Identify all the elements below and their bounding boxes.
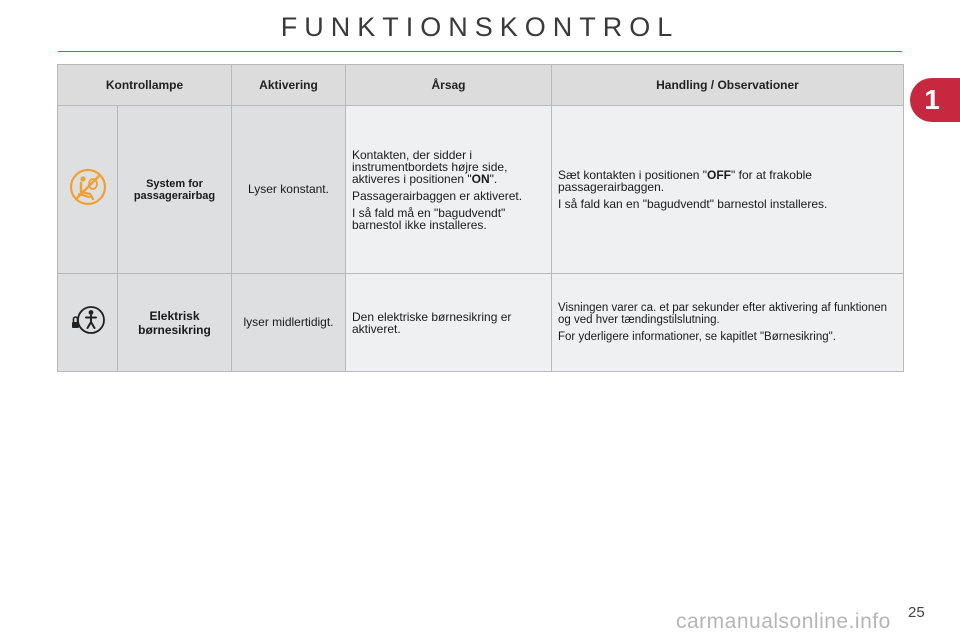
cause-cell <box>346 274 552 372</box>
cause-paragraph: Passagerairbaggen er aktiveret. <box>352 188 523 203</box>
action-cell <box>552 106 904 274</box>
action-paragraph: For yderligere informationer, se kapitlet "Børnesikring". <box>558 331 836 343</box>
header-kontrollampe: Kontrollampe <box>58 65 232 106</box>
passenger-airbag-off-icon <box>68 167 108 207</box>
table-row <box>58 106 904 274</box>
page-number: 25 <box>908 604 925 621</box>
header-handling: Handling / Observationer <box>552 65 904 106</box>
cause-text-end: ". <box>489 171 498 186</box>
page-title: FUNKTIONSKONTROL <box>280 12 680 42</box>
cause-paragraph <box>352 149 545 185</box>
chapter-tab[interactable] <box>910 78 960 122</box>
action-text: Sæt kontakten i positionen " <box>558 168 708 182</box>
activation-text: lyser midlertidigt. <box>232 274 346 372</box>
action-paragraph: Visningen varer ca. et par sekunder efter aktivering af funktionen og ved hver tændingstilslutning. <box>558 302 888 326</box>
child-lock-icon <box>68 300 108 340</box>
action-text-end: " for at frakoble passagerairbaggen. <box>558 168 812 194</box>
title-divider <box>58 51 902 52</box>
lamp-name: System for passagerairbag <box>118 106 232 274</box>
watermark: carmanualsonline.info <box>676 610 891 633</box>
action-paragraph: I så fald kan en "bagudvendt" barnestol installeres. <box>558 197 828 211</box>
cause-text: Kontakten, der sidder i instrumentbordets højre side, aktiveres i positionen " <box>352 147 508 186</box>
cause-paragraph: I så fald må en "bagudvendt" barnestol ikke installeres. <box>352 205 506 232</box>
table-header-row <box>58 65 904 106</box>
header-aktivering: Aktivering <box>232 65 346 106</box>
chapter-number: 1 <box>924 84 940 115</box>
cause-cell <box>346 106 552 274</box>
on-position-label: ON <box>471 171 490 186</box>
off-position-label: OFF <box>707 168 732 182</box>
table-row <box>58 274 904 372</box>
warning-lamp-table <box>57 64 904 372</box>
action-paragraph <box>558 169 897 193</box>
activation-text: Lyser konstant. <box>232 106 346 274</box>
cause-paragraph: Den elektriske børnesikring er aktiveret. <box>352 309 512 336</box>
header-arsag: Årsag <box>346 65 552 106</box>
lamp-name: Elektrisk børnesikring <box>118 274 232 372</box>
lamp-icon-cell <box>58 274 118 372</box>
lamp-icon-cell <box>58 106 118 274</box>
action-cell <box>552 274 904 372</box>
